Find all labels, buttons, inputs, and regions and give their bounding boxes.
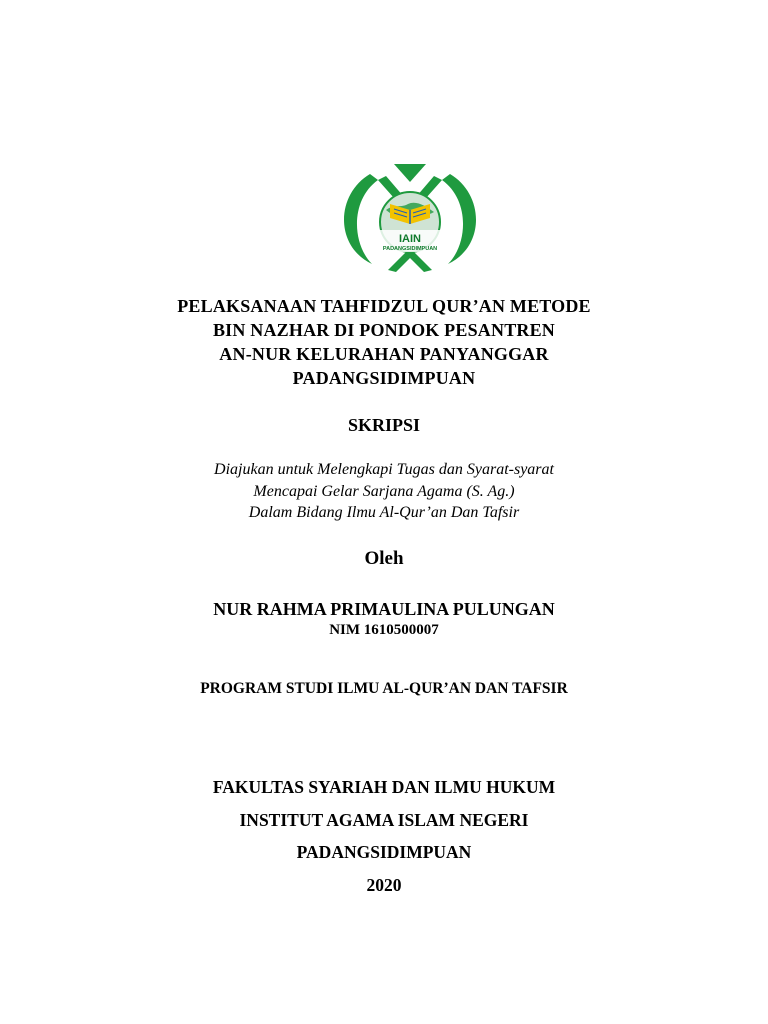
purpose-line: Dalam Bidang Ilmu Al-Qur’an Dan Tafsir bbox=[248, 504, 520, 521]
iain-logo bbox=[330, 160, 490, 272]
study-program: PROGRAM STUDI ILMU AL-QUR’AN DAN TAFSIR bbox=[200, 680, 568, 697]
institution-block bbox=[0, 771, 768, 901]
top-peak-shape bbox=[394, 164, 426, 182]
purpose-statement bbox=[0, 459, 768, 524]
author-nim: NIM 1610500007 bbox=[329, 622, 439, 638]
title-line: BIN NAZHAR DI PONDOK PESANTREN bbox=[212, 320, 556, 340]
left-crescent-shape bbox=[344, 174, 378, 264]
logo-text: IAIN bbox=[399, 233, 421, 245]
document-type: SKRIPSI bbox=[347, 415, 421, 435]
title-line: PADANGSIDIMPUAN bbox=[292, 368, 476, 388]
right-crescent-shape bbox=[442, 174, 476, 264]
institute-name: INSTITUT AGAMA ISLAM NEGERI bbox=[239, 809, 529, 830]
author-name: NUR RAHMA PRIMAULINA PULUNGAN bbox=[213, 599, 555, 619]
title-line: AN-NUR KELURAHAN PANYANGGAR bbox=[219, 344, 549, 364]
title-line: PELAKSANAAN TAHFIDZUL QUR’AN METODE bbox=[177, 296, 591, 316]
faculty-name: FAKULTAS SYARIAH DAN ILMU HUKUM bbox=[212, 777, 556, 797]
city-name: PADANGSIDIMPUAN bbox=[296, 842, 472, 862]
by-label: Oleh bbox=[364, 548, 404, 569]
logo-subtext: PADANGSIDIMPUAN bbox=[382, 246, 438, 252]
year: 2020 bbox=[366, 874, 402, 895]
purpose-line: Mencapai Gelar Sarjana Agama (S. Ag.) bbox=[253, 482, 515, 500]
thesis-title bbox=[0, 294, 768, 390]
purpose-line: Diajukan untuk Melengkapi Tugas dan Syarat-syarat bbox=[214, 461, 554, 478]
